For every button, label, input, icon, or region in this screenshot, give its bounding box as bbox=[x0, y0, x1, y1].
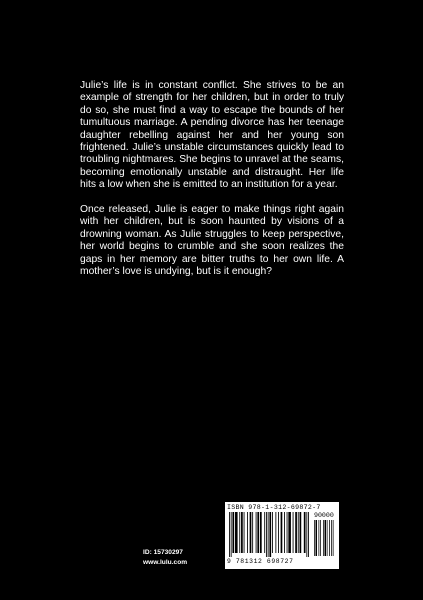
barcode-bar bbox=[244, 512, 245, 553]
barcode-bar bbox=[323, 520, 324, 556]
barcode-bar bbox=[232, 512, 234, 553]
ean-barcode-bars bbox=[229, 512, 311, 558]
barcode-bar bbox=[319, 520, 320, 556]
blurb-paragraph-2: Once released, Julie is eager to make things right again with her children, but is soon haunted by visions of a drowning woman. As Julie struggles to keep perspective, her world begins to crumble and she soon realizes the gaps in her memory are bitter truths to her own life. A mother’s love is undying, but is it enough? bbox=[80, 204, 344, 278]
barcode-bar bbox=[264, 512, 265, 553]
barcode-bar bbox=[247, 512, 248, 553]
barcode-bar bbox=[250, 512, 252, 553]
barcode-bar bbox=[316, 520, 318, 556]
barcode-bar bbox=[268, 512, 269, 557]
barcode-bar bbox=[257, 512, 259, 553]
barcode-bar bbox=[231, 512, 232, 557]
isbn-label: ISBN 978-1-312-69872-7 bbox=[227, 504, 321, 511]
publisher-info bbox=[143, 548, 187, 567]
barcode-bar bbox=[287, 512, 288, 553]
price-addon-label: 90000 bbox=[314, 512, 334, 519]
barcode-bar bbox=[333, 520, 334, 556]
barcode-bar bbox=[284, 512, 285, 553]
publisher-id: ID: 15730297 bbox=[143, 549, 183, 556]
barcode-bar bbox=[278, 512, 279, 553]
back-cover-blurb bbox=[80, 80, 344, 291]
barcode-bar bbox=[239, 512, 240, 553]
barcode-bar bbox=[295, 512, 297, 553]
isbn-barcode bbox=[225, 502, 339, 569]
barcode-bar bbox=[325, 520, 327, 556]
barcode-bar bbox=[320, 520, 321, 556]
barcode-bar bbox=[260, 512, 262, 553]
barcode-bar bbox=[235, 512, 238, 553]
barcode-bar bbox=[272, 512, 273, 553]
barcode-bar bbox=[288, 512, 291, 553]
barcode-bar bbox=[308, 512, 309, 557]
barcode-bar bbox=[314, 520, 315, 556]
barcode-bar bbox=[331, 520, 332, 556]
barcode-bar bbox=[256, 512, 257, 553]
barcode-bar bbox=[229, 512, 230, 557]
barcode-bar bbox=[327, 520, 328, 556]
barcode-bar bbox=[293, 512, 294, 553]
publisher-website: www.lulu.com bbox=[143, 558, 188, 566]
barcode-bar bbox=[304, 512, 306, 553]
ean-digits: 9 781312 698727 bbox=[227, 558, 294, 565]
barcode-bar bbox=[275, 512, 276, 553]
blurb-paragraph-1: Julie’s life is in constant conflict. She strives to be an example of strength for her children, but in order to truly do so, she must find a way to escape the bounds of her tumultuous marriage. A pending divorce has her teenage daughter rebelling against her and her young son frightened. Julie’s unstable circumstances quickly lead to troubling nightmares. She begins to unravel at the seams, becoming emotionally unstable and distraught. Her life hits a low when she is emitted to an institution for a year. bbox=[80, 80, 344, 191]
barcode-bar bbox=[269, 512, 271, 557]
barcode-bar bbox=[241, 512, 243, 553]
addon-barcode-bars bbox=[314, 520, 338, 558]
barcode-bar bbox=[298, 512, 299, 553]
barcode-bar bbox=[281, 512, 283, 553]
barcode-bar bbox=[252, 512, 253, 553]
barcode-bar bbox=[329, 520, 330, 556]
barcode-bar bbox=[300, 512, 302, 553]
barcode-bar bbox=[266, 512, 267, 557]
barcode-bar bbox=[306, 512, 307, 557]
